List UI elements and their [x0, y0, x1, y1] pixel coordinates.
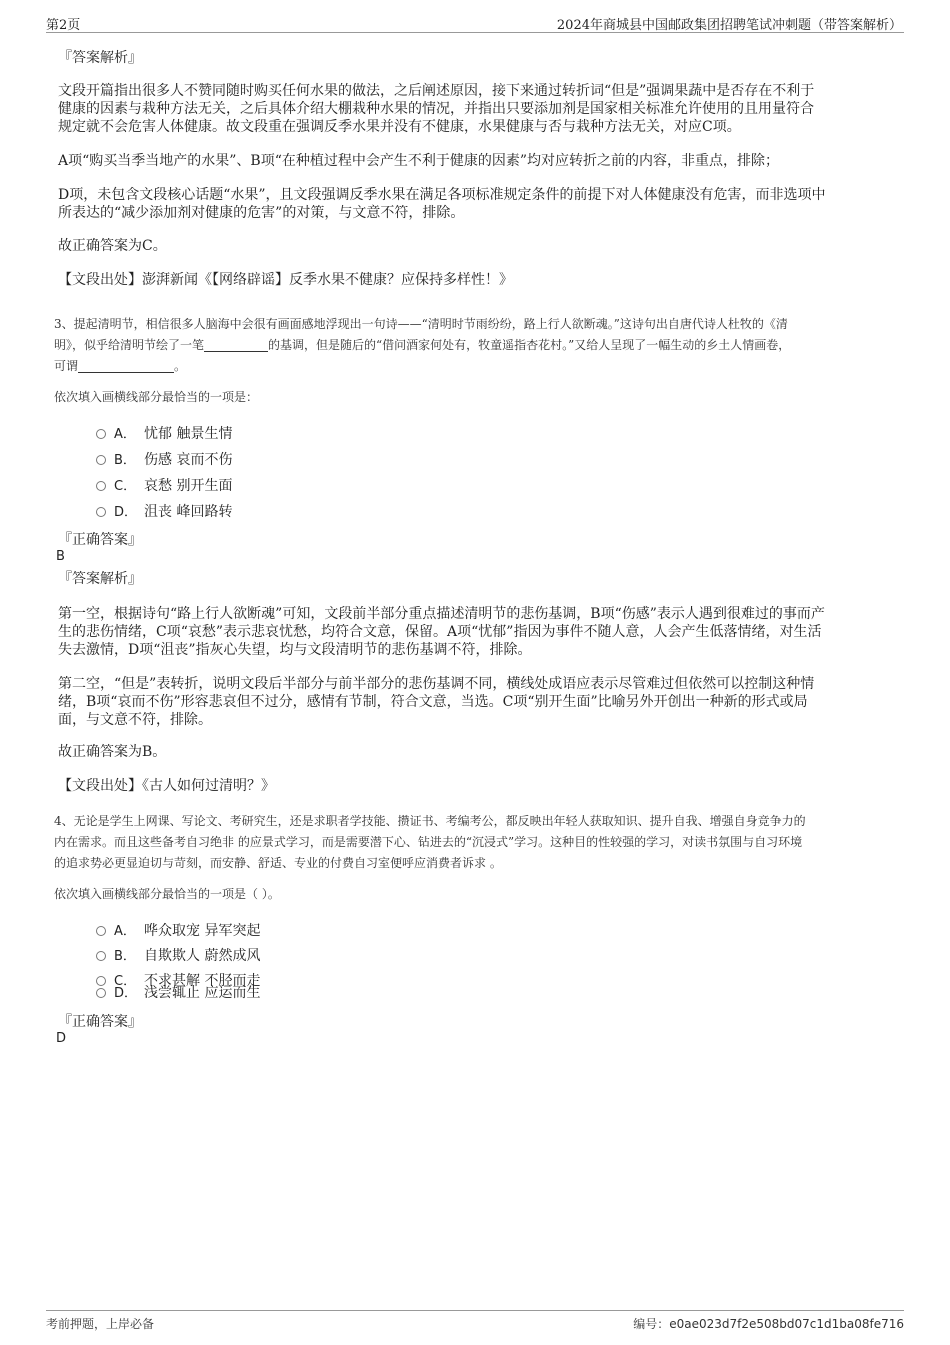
option-d[interactable]: D． 沮丧 峰回路转: [96, 503, 232, 522]
document-code: 编号：e0ae023d7f2e508bd07c1d1ba08fe716: [633, 1317, 904, 1331]
option-d[interactable]: D． 浅尝辄止 应运而生: [96, 984, 260, 1003]
footer-divider: [46, 1310, 904, 1311]
header-divider: [46, 32, 904, 33]
option-a[interactable]: A． 忧郁 触景生情: [96, 425, 232, 444]
fill-blank-2: [78, 360, 174, 373]
question-instruction: 依次填入画横线部分最恰当的一项是（ ）。: [54, 887, 280, 901]
radio-icon[interactable]: [96, 988, 106, 998]
radio-icon[interactable]: [96, 507, 106, 517]
page-number: 第2页: [46, 18, 81, 33]
analysis-paragraph: A项“购买当季当地产的水果”、B项“在种植过程中会产生不利于健康的因素”均对应转折之前的内容，非重点，排除；: [58, 153, 780, 169]
analysis-label: 『答案解析』: [58, 571, 142, 587]
analysis-paragraph: 文段开篇指出很多人不赞同随时购买任何水果的做法，之后阐述原因，接下来通过转折词“但是”强调果蔬中是否存在不利于 健康的因素与栽种方法无关，之后具体介绍大棚栽种水果的情况，并指出只要添加剂是国家相关标准允许使用的且用量符合 规定就不会危害人体健康。故文段重在强调反季水果并没有不健康，水果健康与否与栽种方法无关，对应C项。: [58, 83, 815, 135]
radio-icon[interactable]: [96, 429, 106, 439]
source-citation: 【文段出处】《古人如何过清明？》: [58, 778, 275, 794]
analysis-paragraph: 第一空，根据诗句“路上行人欲断魂”可知，文段前半部分重点描述清明节的悲伤基调，B项“伤感”表示人遇到很难过的事而产 生的悲伤情绪，C项“哀愁”表示悲哀忧愁，均符合文意，保留。A项“忧郁”指因为事件不随人意，人会产生低落情绪，对生活 失去激情，D项“沮丧”指灰心失望，均与文段清明节的悲伤基调不符，排除。: [58, 606, 825, 658]
correct-answer: D: [56, 1031, 67, 1046]
correct-answer-label: 『正确答案』: [58, 1014, 142, 1030]
analysis-paragraph: 第二空，“但是”表转折，说明文段后半部分与前半部分的悲伤基调不同，横线处成语应表示尽管难过但依然可以控制这种情 绪，B项“哀而不伤”形容悲哀但不过分，感情有节制，符合文意，当选。C项“别开生面”比喻另外开创出一种新的形式或局 面，与文意不符，排除。: [58, 676, 815, 728]
document-title: 2024年商城县中国邮政集团招聘笔试冲刺题（带答案解析）: [556, 18, 902, 33]
question-instruction: 依次填入画横线部分最恰当的一项是：: [54, 390, 259, 404]
question-stem: 3、提起清明节，相信很多人脑海中会很有画面感地浮现出一句诗——“清明时节雨纷纷，路上行人欲断魂。”这诗句出自唐代诗人杜牧的《清 明》，似乎给清明节绘了一笔 的基调，但是随后的“借问酒家何处有，牧童遥指杏花村。”又给人呈现了一幅生动的乡土人情画卷， 可谓 。: [54, 317, 791, 373]
option-c[interactable]: C． 不求甚解 不胫而走: [96, 972, 260, 991]
radio-icon[interactable]: [96, 926, 106, 936]
option-b[interactable]: B． 伤感 哀而不伤: [96, 451, 232, 470]
fill-blank-1: [204, 339, 268, 352]
conclusion: 故正确答案为C。: [58, 238, 167, 254]
conclusion: 故正确答案为B。: [58, 744, 167, 760]
footer-note: 考前押题，上岸必备: [46, 1317, 155, 1331]
correct-answer: B: [56, 549, 65, 564]
analysis-label: 『答案解析』: [58, 50, 142, 66]
radio-icon[interactable]: [96, 481, 106, 491]
option-b[interactable]: B． 自欺欺人 蔚然成风: [96, 947, 260, 966]
radio-icon[interactable]: [96, 455, 106, 465]
analysis-paragraph: D项，未包含文段核心话题“水果”，且文段强调反季水果在满足各项标准规定条件的前提下对人体健康没有危害，而非选项中 所表达的“减少添加剂对健康的危害”的对策，与文意不符，排除。: [58, 187, 826, 221]
question-stem: 4、无论是学生上网课、写论文、考研究生，还是求职者学技能、攒证书、考编考公，都反映出年轻人获取知识、提升自我、增强自身竞争力的 内在需求。而且这些备考自习绝非 的应景式学习，而是需要潜下心、钻进去的“沉浸式”学习。这种目的性较强的学习，对读书氛围与自习环境 的追求势必更显迫切与苛刻，而安静、舒适、专业的付费自习室便呼应消费者诉求 。: [54, 814, 806, 870]
option-c[interactable]: C． 哀愁 别开生面: [96, 477, 232, 496]
radio-icon[interactable]: [96, 951, 106, 961]
correct-answer-label: 『正确答案』: [58, 532, 142, 548]
source-citation: 【文段出处】澎湃新闻《【网络辟谣】反季水果不健康？应保持多样性！》: [58, 272, 513, 288]
option-a[interactable]: A． 哗众取宠 异军突起: [96, 922, 260, 941]
